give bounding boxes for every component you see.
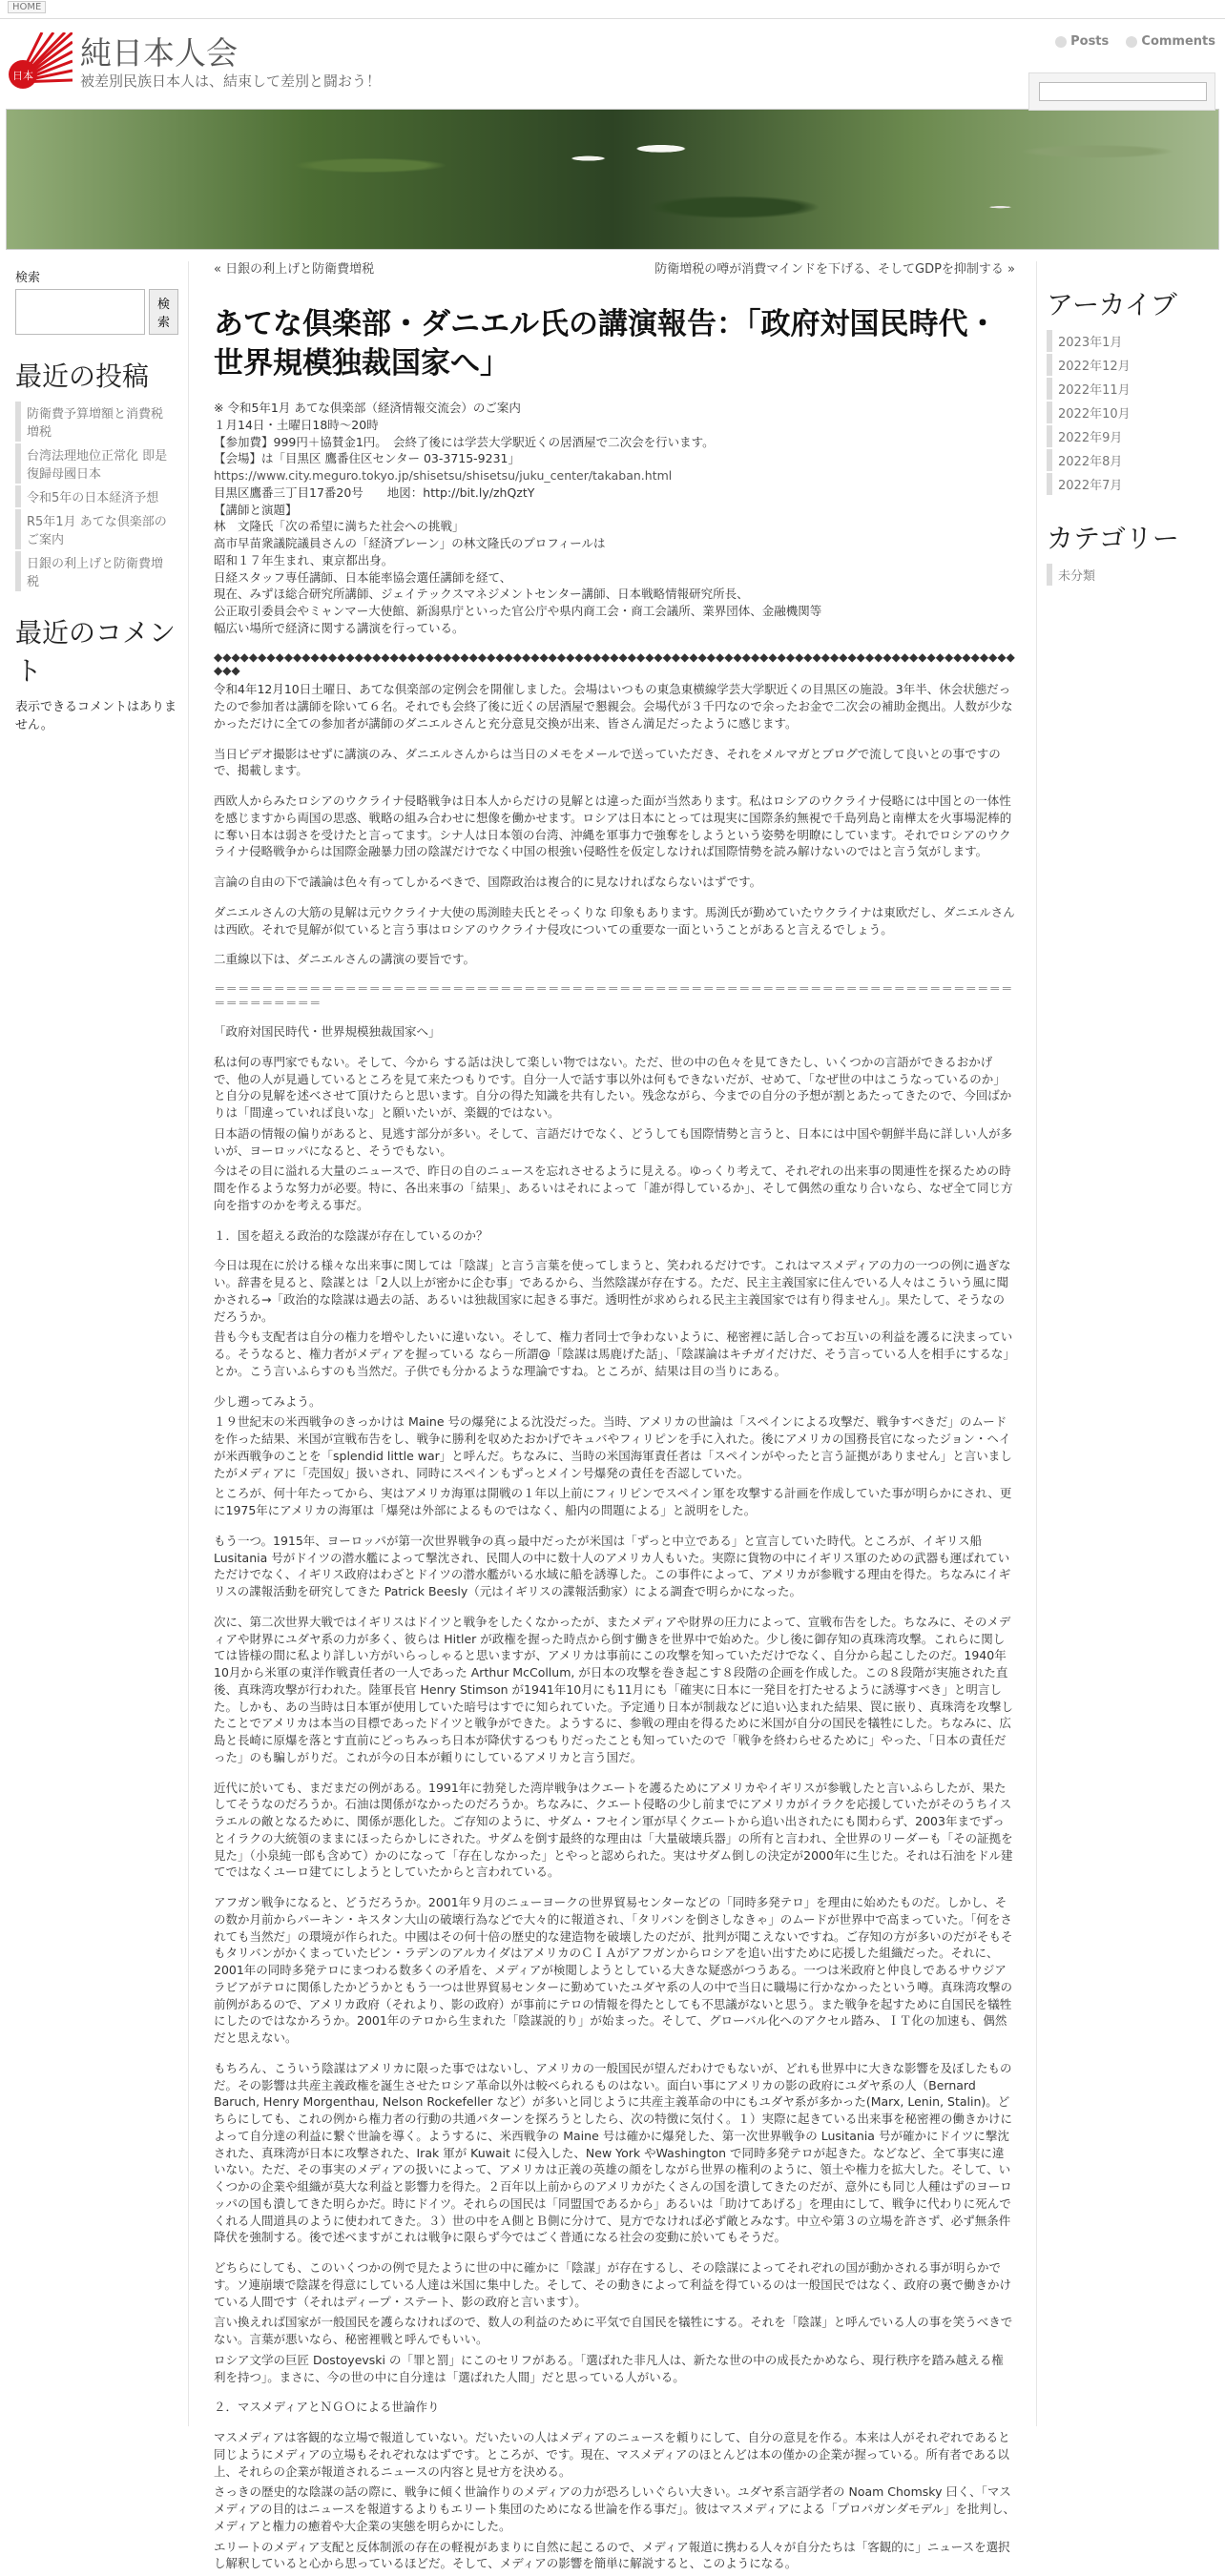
left-sidebar: [6, 261, 189, 2426]
lecture-paragraph: マスメディアは客観的な立場で報道していない。だいたいの人はメディアのニュースを頼りにして、自分の意見を作る。本来は人がそれぞれであると同じようにメディアの立場もそれぞれなはずです。ところが、です。現在、マスメディアのほとんどは本の僅かの企業が握っている。所有者である以上、それらの企業が報道されるニュースの内容と見せ方を決める。: [214, 2430, 1010, 2479]
info-line: 現在、みずほ総合研究所講師、ジェイテックスマネジメントセンター講師、日本戦略情報研究所長、: [214, 587, 749, 602]
site-description: 被差別民族日本人は、結束して差別と闘おう！: [80, 72, 382, 90]
home-link[interactable]: HOME: [8, 1, 46, 13]
lecture-paragraph: アフガン戦争になると、どうだろうか。2001年９月のニューヨークの世界貿易センターなどの「同時多発テロ」を理由に始めたものだ。しかし、その数か月前からパーキン・キスタン大山の破壊行為などで大々的に報道され、「タリバンを倒さしなきゃ」のムードが世界中で高まっていた。「何をされても当然だ」の環境が作られた。中國はその何十倍の歴史的な建造物を破壊したのだが、批判が聞こえないですね。ご存知の方が多いのだがそもそもタリバンがかくまっていたビン・ラデンのアルカイダはアメリカのＣＩＡがアフガンからロシアを追い出すために応援した組織だった。それに、2001年の同時多発テロにまつわる数多くの矛盾を、メディアが検閲しようとしている大きな疑惑がつうある。一つは米政府と仲良しであるサウジアラビアがテロに関係したかどうかともう一つは世界貿易センターに勤めていたユダヤ系の人の中で当日に職場に行かなかったという噂。真珠湾攻撃の前例があるので、アメリカ政府（それより、影の政府）が事前にテロの情報を得たとしても不思議がないと思う。また戦争を起すために自国民を犠牲にしたのではなかろうか。2001年のテロから生まれた「陰謀説的り」が始まった。そして、グローバル化へのアクセル踏み、ＩＴ化の加速も、偶然だと思えない。: [214, 1895, 1013, 2046]
site-logo-icon: [8, 32, 73, 92]
feed-links: [1042, 34, 1215, 49]
info-line: 【参加費】999円＋協賛金1円。 会終了後には学芸大学駅近くの居酒屋で二次会を行います。: [214, 434, 715, 449]
lecture-heading: １．国を超える政治的な陰謀が存在しているのか？: [214, 1227, 488, 1243]
lecture-heading: ２．マスメディアとＮＧＯによる世論作り: [214, 2400, 440, 2415]
lecture-paragraph: 昔も今も支配者は自分の権力を増やしたいに違いない。そして、権力者同士で争わないように、秘密裡に話し合ってお互いの利益を護るに決まっている。そうなると、権力者がメディアを握っている なら－所謂@「陰謀は馬鹿げた話」、「陰謀論はキチガイだけだ、そう言っている人を相手にするな」とか。こう言いふらすのも当然だ。子供でも分かるような理論ですね。ところが、結果は目の当りにある。: [214, 1329, 1015, 1378]
header-search-input[interactable]: [1039, 82, 1207, 101]
info-line: 林 文隆氏「次の希望に満ちた社会への挑戦」: [214, 519, 465, 534]
sidebar-search-label: 検索: [15, 271, 41, 285]
archive-list: [1047, 330, 1208, 495]
top-bar: [0, 0, 1225, 19]
lecture-paragraph: もう一つ。1915年、ヨーロッパが第一次世界戦争の真っ最中だったが米国は「ずっと中立である」と宣言していた時代。ところが、イギリス船Lusitania 号がドイツの潜水艦によって撃沈され、民間人の中に数十人のアメリカ人もいた。実際に貨物の中にイギリス軍のための武器も運ばれていただけでなく、イギリス政府はわざとドイツの潜水艦がいる水域に船を誘導した。この事件によって、アメリカが参戦する理由を得た。ちなみにイギリスの諜報活動を研究してきた Patrick Beesly（元はイギリスの諜報活動家）による調査で明らかになった。: [214, 1533, 1011, 1599]
lecture-title: 「政府対国民時代・世界規模独裁国家へ」: [214, 1024, 441, 1040]
lecture-paragraph: 近代に於いても、まだまだの例がある。1991年に勃発した湾岸戦争はクエートを護るためにアメリカやイギリスが参戦したと言いふらしたが、果たしてそうなのだろうか。石油は関係がなかったのだろうか。ちなみに、クエート侵略の少し前までにアメリカがイラクを応援していたがそのうちイスラエルの敵となるために、関係が悪化した。ご存知のように、サダム・フセイン軍が早くクエートから追い出されたにも関わらず、2003年までずっとイラクの大統領のままにほったらかしにされた。サダムを倒す最終的な理由は「大量破壊兵器」の所有と言われ、全世界のリーダーも「その証拠を見た」（小泉純一郎も含めて）かのになって「存在しなかった」とやっと認められた。実はサダム倒しの決定が2000年に生じた。それは石油をドル建てではなくユーロ建てにしようとしていたからと言われている。: [214, 1780, 1013, 1880]
no-comments-text: 表示できるコメントはありません。: [15, 700, 177, 732]
info-line: 幅広い場所で経済に関する講演を行っている。: [214, 620, 465, 635]
recent-post-link[interactable]: 日銀の利上げと防衛費増税: [15, 551, 178, 591]
archive-link[interactable]: 2022年9月: [1047, 425, 1208, 447]
lecture-paragraph: 次に、第二次世界大戦ではイギリスはドイツと戦争をしたくなかったが、またメディアや財界の圧力によって、宣戦布告をした。ちなみに、そのメディアや財界にユダヤ系の力が多く、彼らは Hitler が政権を握った時点から倒す働きを世界中で始めた。少し後に御存知の真珠湾攻撃。これらに関しては皆様の間に私より詳しい方がいらっしゃると思いますが、アメリカは事前にこの攻撃を知っていただけでなく、自分から起こしたのだ。1940年10月から米軍の東洋作戦責任者の一人であった Arthur McCollum, が日本の攻撃を巻き起こす８段階の企画を作成した。この８段階が実施された直後、真珠湾攻撃が行われた。陸軍長官 Henry Stimson が1941年10月にも11月にも「確実に日本に一発目を打たせるように誘導すべき」と明言した。しかも、あの当時は日本軍が使用していた暗号はすでに知られていた。予定通り日本が制裁などに追い込まれた結果、罠に嵌り、真珠湾を攻撃したことでアメリカは本当の目標であったドイツと戦争ができた。ようするに、参戦の理由を得るために米国が自分の国民を犠牲にした。ちなみに、広島と長崎に原爆を落とす直前にどっちみっち日本が降伏するつもりだったことも知っていたので「戦争を終わらせるために」やった、「日本の責任だった」のも騙しがりだ。これが今の日本が頼りにしているアメリカと言う国だ。: [214, 1614, 1013, 1764]
info-line: 公正取引委員会やミャンマー大使館、新潟県庁といった官公庁や県内商工会・商工会議所、業界団体、金融機関等: [214, 604, 822, 619]
info-line: 【会場】は「目黒区 鷹番住区センター 03-3715-9231」: [214, 451, 520, 466]
svg-text:日本: 日本: [12, 70, 33, 82]
lecture-paragraph: 言い換えれば国家が一般国民を護らなければので、数人の利益のために平気で自国民を犠牲にする。それを「陰謀」と呼んでいる人の事を笑うべきでない。言葉が悪いなら、秘密裡戦と呼んでもいい。: [214, 2315, 1013, 2347]
comments-feed-link[interactable]: Comments: [1126, 34, 1215, 49]
info-line: 日経スタッフ専任講師、日本能率協会選任講師を経て、: [214, 569, 512, 585]
lecture-paragraph: １９世紀末の米西戦争のきっかけは Maine 号の爆発による沈没だった。当時、アメリカの世論は「スペインによる攻撃だ、戦争すべきだ」のムードを作った結果、米国が宣戦布告をし、戦争に勝利を収めたおかげでキュバやフィリピンを手に入れた。後にアメリカの国務長官になったジョン・ヘイが米西戦争のことを「splendid little war」と呼んだ。ちなみに、当時の米国海軍責任者は「スペインがやったと言う証拠がありません」と言いましたがメディアに「売国奴」扱いされ、同時にスペインもずっとメイン号爆発の責任を否認していた。: [214, 1414, 1012, 1480]
content-columns: [6, 261, 1219, 2571]
previous-post-link[interactable]: « 日銀の利上げと防衛費増税: [214, 262, 375, 277]
archive-link[interactable]: 2022年7月: [1047, 473, 1208, 495]
post-paragraph: 言論の自由の下で議論は色々有ってしかるべきで、国際政治は複合的に見なければならないはずです。: [214, 875, 762, 890]
lecture-paragraph: 日本語の情報の偏りがあると、見逃す部分が多い。そして、言語だけでなく、どうしても国際情勢と言うと、日本には中国や朝鮮半島に詳しい人が多いが、ヨーロッパになると、そうでもない。: [214, 1125, 1013, 1158]
recent-comments-heading: 最近のコメント: [15, 617, 176, 687]
archive-link[interactable]: 2022年12月: [1047, 354, 1208, 376]
event-info: [214, 400, 1015, 637]
info-line: ※ 令和5年1月 あてな倶楽部（経済情報交流会）のご案内: [214, 401, 521, 416]
rss-icon: [1055, 36, 1067, 48]
post-navigation: [214, 261, 1015, 278]
header-banner-image: [6, 109, 1219, 250]
lecture-paragraph: ところが、何十年たってから、実はアメリカ海軍は開戦の１年以上前にフィリピンでスペイン軍を攻撃する計画を作成していた事が明らかにされ、更に1975年にアメリカの海軍は「爆発は外部によるものではなく、船内の問題による」と説明をした。: [214, 1486, 1012, 1518]
post-paragraph: 二重線以下は、ダニエルさんの講演の要旨です。: [214, 952, 476, 967]
lecture-paragraph: さっきの歴史的な陰謀の話の際に、戦争に傾く世論作りのメディアの力が恐ろしいぐらい大きい。ユダヤ系言語学者の Noam Chomsky 曰く、「マスメディアの目的はニュースを報道するよりもエリート集団のためになる世論を作る事だ」。彼はマスメディアによる「プロパガンダモデル」を批判し、メディアと権力の癒着や大企業の実態を明らかにした。: [214, 2484, 1016, 2533]
lecture-paragraph: 少し遡ってみよう。: [214, 1393, 322, 1409]
recent-post-link[interactable]: 台湾法理地位正常化 即是復歸母國日本: [15, 443, 178, 484]
rss-icon: [1126, 36, 1137, 48]
double-line-divider: ＝＝＝＝＝＝＝＝＝＝＝＝＝＝＝＝＝＝＝＝＝＝＝＝＝＝＝＝＝＝＝＝＝＝＝＝＝＝＝＝＝＝＝＝＝＝＝＝＝＝＝＝＝＝＝＝＝＝＝＝＝＝＝＝＝＝＝＝＝＝＝＝＝＝＝＝: [214, 981, 1013, 1011]
venue-url-link[interactable]: https://www.city.meguro.tokyo.jp/shisetsu/shisetsu/juku_center/takaban.html: [214, 468, 673, 484]
post-content: [202, 261, 1027, 2576]
lecture-paragraph: 今はその目に溢れる大量のニュースで、昨日の自のニュースを忘れさせるように見える。ゆっくり考えて、それぞれの出来事の関連性を探るための時間を作るような努力が必要。特に、各出来事の「結果」、あるいはそれによって「誰が得しているか」、そして偶然の重なり合いなら、なぜ全て同じ方向を指すのかを考える事だ。: [214, 1164, 1013, 1212]
archive-link[interactable]: 2022年10月: [1047, 402, 1208, 423]
category-heading: カテゴリー: [1047, 523, 1179, 554]
site-title[interactable]: 純日本人会: [80, 34, 238, 72]
post-paragraph: ダニエルさんの大筋の見解は元ウクライナ大使の馬渕睦夫氏とそっくりな 印象もあります。馬渕氏が勤めていたウクライナは東欧だし、ダニエルさんは西欧。それで見解が似ていると言う事はロシアのウクライナ侵攻についての重要な一面ということがあると言えるでしょう。: [214, 904, 1015, 937]
lecture-paragraph: どちらにしても、このいくつかの例で見たように世の中に確かに「陰謀」が存在するし、その陰謀によってそれぞれの国が動かされる事が明らかです。ソ連崩壊で陰謀を得意にしている人達は米国に集中した。そして、その動きによって利益を得ているのは一般国民ではなく、政府の裏で働きかけている人間です（それはディープ・ステート、影の政府と言います）。: [214, 2260, 1012, 2309]
post-paragraph: 令和4年12月10日土曜日、あてな倶楽部の定例会を開催しました。会場はいつもの東急東横線学芸大学駅近くの目黒区の施設。3年半、休会状態だったので参加者は講師を除いて６名。それでも会終了後に近くの居酒屋で懇親会。会場代が３千円なので余ったお金で二次会の補助金拠出。人数が少なかっただけに全ての参加者が講師のダニエルさんと充分意見交換が出来、皆さん満足だったように感じます。: [214, 682, 1013, 731]
category-link[interactable]: 未分類: [1047, 564, 1208, 586]
site-header: [0, 19, 1225, 101]
recent-post-link[interactable]: 防衛費予算増額と消費税増税: [15, 402, 178, 442]
archive-link[interactable]: 2022年11月: [1047, 378, 1208, 400]
recent-post-link[interactable]: R5年1月 あてな倶楽部のご案内: [15, 509, 178, 549]
posts-feed-link[interactable]: Posts: [1055, 34, 1109, 49]
archive-heading: アーカイブ: [1047, 289, 1177, 320]
next-post-link[interactable]: 防衛増税の噂が消費マインドを下げる、そしてGDPを抑制する »: [654, 262, 1015, 277]
lecture-paragraph: もちろん、こういう陰謀はアメリカに限った事ではないし、アメリカの一般国民が望んだわけでもないが、どれも世界中に大きな影響を及ぼしたものだ。その影響は共産主義政権を誕生させたロシア革命以外は較べられるものはない。面白い事にアメリカの影の政府にユダヤ系の人（Bernard Baruch, Henry Morgenthau, Nelson Rockefeller など）が多いと同じように共産主義革命の中にもユダヤ系が多かった(Marx, Lenin, Stalin)。どちらにしても、これの例から権力者の行動の共通パターンを探ろうとしたら、次の特徴に気付く。１）実際に起きている出来事を秘密裡の働きかけによって自分達の利益に繋ぐ世論を導く。ようするに、米西戦争の Maine 号は確かに爆発した、第一次世界戦争の Lusitania 号が確かにドイツに撃沈された、真珠湾が日本に攻撃された、Irak 軍が Kuwait に侵入した、New York やWashington で同時多発テロが起きた。などなど、全て事実に違いない。ただ、その事実のメディアの扱いによって、アメリカは正義の英雄の顔をしながら世界の権利のように、領土や権力を拡大した。そして、いくつかの企業や組織が莫大な利益と影響力を得た。２百年以上前からのアメリカがたくさんの国を潰してきたのだが、意外にも同じ人種はずのヨーロッパの国も潰してきた明らかだ。時にドイツ。それらの国民は「同盟国であるから」あるいは「助けてあげる」を理由にして、戦争に代わりに死んでくれる人間道具のように使われてきた。３）世の中をＡ側とＢ側に分けて、見方でなければ必ず敵とみなす。中立や第３の立場を許さず、必ず無条件降伏を強制する。後で述べますがこれは戦争に限らず今ではごく普通になる社会の変動に於いてもそうだ。: [214, 2060, 1013, 2245]
recent-posts-heading: 最近の投稿: [15, 361, 150, 392]
recent-posts-list: [15, 402, 178, 591]
archive-link[interactable]: 2023年1月: [1047, 330, 1208, 352]
post-paragraph: 当日ビデオ撮影はせずに講演のみ、ダニエルさんからは当日のメモをメールで送っていただき、それをメルマガとブログで流して良いとの事ですので、掲載します。: [214, 746, 1001, 778]
lecture-paragraph: ロシア文学の巨匠 Dostoyevski の「罪と罰」にこのセリフがある。「選ばれた非凡人は、新たな世の中の成長たかめなら、現行秩序を踏み越える権利を持つ」。まさに、今の世の中に自分達は「選ばれた人間」だと思っている人がいる。: [214, 2352, 1004, 2384]
lecture-paragraph: 私は何の専門家でもない。そして、今から する話は決して楽しい物ではない。ただ、世の中の色々を見てきたし、いくつかの言語ができるおかげで、他の人が見過しているところを見て来たつもりです。自分一人で話す事以外は何もできないだが、せめて、「なぜ世の中はこうなっているのか」と自分の見解を述べさせて頂けたらと思います。自分の得た知識を共有したい。残念ながら、今までの自分の予想が割とあたってきたので、今回ばかりは「間違っていれば良いな」と願いたいが、楽観的ではない。: [214, 1054, 1012, 1121]
post-paragraph: 西欧人からみたロシアのウクライナ侵略戦争は日本人からだけの見解とは違った面が当然あります。私はロシアのウクライナ侵略には中国との一体性を感じますから両国の思惑、戦略の組み合わせに想像を働かせます。ロシアは日本にとっては現実に国際条約無視で千島列島と南樺太を火事場泥棒的に奪い日本は弱さを受けたと言ってます。シナ人は日本領の台湾、沖縄を軍事力で強奪をしようという姿勢を明瞭にしています。それでロシアのウクライナ侵略戦争からは国際金融暴力団の陰謀だけでなく中国の根強い侵略性を仮定しなければ国際情勢を読み解けないのではと言う気がします。: [214, 793, 1012, 859]
diamond-divider: ◆◆◆◆◆◆◆◆◆◆◆◆◆◆◆◆◆◆◆◆◆◆◆◆◆◆◆◆◆◆◆◆◆◆◆◆◆◆◆◆◆◆◆◆◆◆◆◆◆◆◆◆◆◆◆◆◆◆◆◆◆◆◆◆◆◆◆◆◆◆◆◆◆◆◆◆◆◆◆◆◆◆◆◆◆◆◆◆◆◆◆◆◆◆: [214, 649, 1015, 677]
header-search: [1028, 72, 1215, 111]
info-line: 高市早苗衆議院議員さんの「経済ブレーン」の林文隆氏のプロフィールは: [214, 536, 606, 551]
recent-post-link[interactable]: 令和5年の日本経済予想: [15, 485, 178, 507]
archive-link[interactable]: 2022年8月: [1047, 449, 1208, 471]
lecture-paragraph: 今日は現在に於ける様々な出来事に関しては「陰謀」と言う言葉を使ってしまうと、笑われるだけです。これはマスメディアの力の一つの例に過ぎない。辞書を見ると、陰謀とは「2人以上が密かに企む事」であるから、当然陰謀が存在する。ただ、民主主義国家に住んでいる人々はこういう風に聞かされる→「政治的な陰謀は過去の話、あるいは独裁国家に起きる事だ。透明性が求められる民主主義国家では有り得ません」。果たして、そうなのだろうか。: [214, 1258, 1011, 1324]
info-line: 【講師と演題】: [214, 502, 298, 517]
right-sidebar: [1036, 261, 1217, 2426]
category-list: [1047, 564, 1208, 586]
post-title: あてな倶楽部・ダニエル氏の講演報告：「政府対国民時代・世界規模独裁国家へ」: [214, 307, 998, 381]
info-line: 目黒区鷹番三丁目17番20号 地図：http://bit.ly/zhQztY: [214, 484, 535, 500]
sidebar-search-form: [15, 289, 178, 335]
sidebar-search-input[interactable]: [15, 289, 145, 335]
sidebar-search-button[interactable]: 検索: [149, 289, 178, 335]
info-line: １月14日・土曜日18時～20時: [214, 417, 379, 432]
info-line: 昭和１７年生まれ、東京都出身。: [214, 552, 394, 567]
lecture-paragraph: エリートのメディア支配と反体制派の存在の軽視があまりに自然に起こるので、メディア報道に携わる人々が自分たちは「客観的に」ニュースを選択し解釈していると心から思っているほどだ。そして、メディアの影響を簡単に解説すると、このようになる。: [214, 2539, 1010, 2571]
